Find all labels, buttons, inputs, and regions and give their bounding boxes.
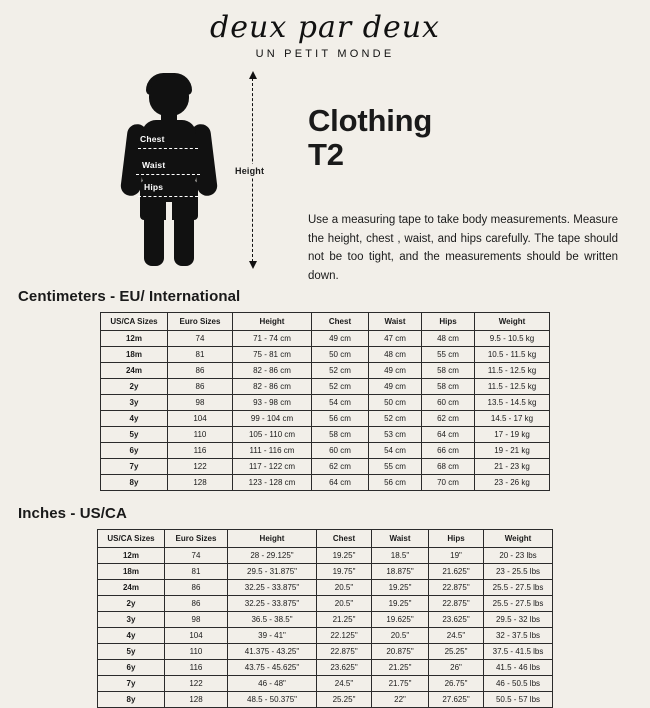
cell-height: 99 - 104 cm bbox=[233, 410, 312, 426]
cell-height: 111 - 116 cm bbox=[233, 442, 312, 458]
column-header: Height bbox=[233, 312, 312, 330]
cell-chest: 21.25" bbox=[317, 611, 372, 627]
cell-euro: 122 bbox=[165, 675, 228, 691]
table-row bbox=[101, 346, 550, 362]
cell-height: 71 - 74 cm bbox=[233, 330, 312, 346]
cell-euro: 81 bbox=[168, 346, 233, 362]
cell-height: 82 - 86 cm bbox=[233, 378, 312, 394]
cell-waist: 19.25" bbox=[372, 579, 429, 595]
hero-section bbox=[0, 66, 650, 282]
cell-weight: 29.5 - 32 lbs bbox=[484, 611, 553, 627]
cell-chest: 52 cm bbox=[312, 362, 369, 378]
cell-euro: 128 bbox=[168, 474, 233, 490]
cell-size: 24m bbox=[101, 362, 168, 378]
column-header: US/CA Sizes bbox=[98, 529, 165, 547]
cell-weight: 46 - 50.5 lbs bbox=[484, 675, 553, 691]
column-header: Euro Sizes bbox=[165, 529, 228, 547]
cell-euro: 110 bbox=[168, 426, 233, 442]
cell-euro: 98 bbox=[168, 394, 233, 410]
cell-weight: 23 - 26 kg bbox=[475, 474, 550, 490]
cell-height: 29.5 - 31.875" bbox=[228, 563, 317, 579]
section-heading-centimeters: Centimeters - EU/ International bbox=[18, 287, 241, 305]
table-row bbox=[98, 627, 553, 643]
cell-height: 93 - 98 cm bbox=[233, 394, 312, 410]
cell-euro: 86 bbox=[168, 378, 233, 394]
cell-waist: 49 cm bbox=[369, 362, 422, 378]
cell-hips: 27.625" bbox=[429, 691, 484, 707]
column-header: Euro Sizes bbox=[168, 312, 233, 330]
cell-waist: 47 cm bbox=[369, 330, 422, 346]
child-silhouette-icon bbox=[104, 76, 234, 266]
table-row bbox=[101, 410, 550, 426]
cell-hips: 70 cm bbox=[422, 474, 475, 490]
cell-size: 12m bbox=[101, 330, 168, 346]
cell-weight: 11.5 - 12.5 kg bbox=[475, 378, 550, 394]
cell-height: 36.5 - 38.5" bbox=[228, 611, 317, 627]
silhouette-shorts-gap bbox=[166, 202, 172, 222]
cell-weight: 32 - 37.5 lbs bbox=[484, 627, 553, 643]
cell-euro: 128 bbox=[165, 691, 228, 707]
cell-weight: 25.5 - 27.5 lbs bbox=[484, 579, 553, 595]
column-header: Height bbox=[228, 529, 317, 547]
cell-size: 8y bbox=[101, 474, 168, 490]
cell-weight: 25.5 - 27.5 lbs bbox=[484, 595, 553, 611]
cell-chest: 20.5" bbox=[317, 579, 372, 595]
cell-size: 6y bbox=[98, 659, 165, 675]
cell-euro: 116 bbox=[165, 659, 228, 675]
cell-size: 6y bbox=[101, 442, 168, 458]
cell-height: 123 - 128 cm bbox=[233, 474, 312, 490]
cell-waist: 56 cm bbox=[369, 474, 422, 490]
cell-size: 7y bbox=[98, 675, 165, 691]
column-header: Waist bbox=[372, 529, 429, 547]
page-title bbox=[308, 104, 628, 173]
cell-size: 18m bbox=[98, 563, 165, 579]
cell-euro: 81 bbox=[165, 563, 228, 579]
column-header: Weight bbox=[475, 312, 550, 330]
cell-height: 43.75 - 45.625" bbox=[228, 659, 317, 675]
silhouette-leg-left bbox=[144, 216, 164, 266]
cell-weight: 9.5 - 10.5 kg bbox=[475, 330, 550, 346]
cell-waist: 19.25" bbox=[372, 595, 429, 611]
height-label: Height bbox=[235, 165, 265, 176]
cell-chest: 25.25" bbox=[317, 691, 372, 707]
cell-waist: 18.5" bbox=[372, 547, 429, 563]
cell-waist: 48 cm bbox=[369, 346, 422, 362]
table-row bbox=[98, 643, 553, 659]
cell-chest: 19.25" bbox=[317, 547, 372, 563]
cell-size: 2y bbox=[98, 595, 165, 611]
cell-size: 2y bbox=[101, 378, 168, 394]
intro-paragraph: Use a measuring tape to take body measurements. Measure the height, chest , waist, and hips carefully. The tape should not be too tight, and the measurements should be written down. bbox=[308, 213, 618, 282]
column-header: Chest bbox=[317, 529, 372, 547]
cell-size: 8y bbox=[98, 691, 165, 707]
table-row bbox=[101, 378, 550, 394]
table-header-row bbox=[98, 529, 553, 547]
cell-weight: 37.5 - 41.5 lbs bbox=[484, 643, 553, 659]
cell-euro: 86 bbox=[165, 579, 228, 595]
hips-measure-line bbox=[138, 196, 198, 197]
cell-hips: 55 cm bbox=[422, 346, 475, 362]
cell-height: 82 - 86 cm bbox=[233, 362, 312, 378]
cell-size: 12m bbox=[98, 547, 165, 563]
brand-name: deux par deux bbox=[210, 10, 440, 45]
brand-tagline: UN PETIT MONDE bbox=[255, 47, 395, 60]
cell-chest: 56 cm bbox=[312, 410, 369, 426]
cell-chest: 60 cm bbox=[312, 442, 369, 458]
cell-chest: 22.875" bbox=[317, 643, 372, 659]
cell-chest: 58 cm bbox=[312, 426, 369, 442]
cell-chest: 54 cm bbox=[312, 394, 369, 410]
table-row bbox=[98, 659, 553, 675]
cell-hips: 25.25" bbox=[429, 643, 484, 659]
cell-height: 105 - 110 cm bbox=[233, 426, 312, 442]
cell-euro: 116 bbox=[168, 442, 233, 458]
table-row bbox=[98, 563, 553, 579]
cell-euro: 74 bbox=[165, 547, 228, 563]
cell-chest: 19.75" bbox=[317, 563, 372, 579]
cell-euro: 86 bbox=[168, 362, 233, 378]
cell-euro: 104 bbox=[165, 627, 228, 643]
table-header-row bbox=[101, 312, 550, 330]
cell-weight: 23 - 25.5 lbs bbox=[484, 563, 553, 579]
cell-height: 117 - 122 cm bbox=[233, 458, 312, 474]
cell-hips: 60 cm bbox=[422, 394, 475, 410]
size-table-centimeters bbox=[100, 312, 550, 491]
cell-size: 5y bbox=[101, 426, 168, 442]
cell-size: 3y bbox=[98, 611, 165, 627]
cell-hips: 24.5" bbox=[429, 627, 484, 643]
cell-weight: 50.5 - 57 lbs bbox=[484, 691, 553, 707]
cell-hips: 68 cm bbox=[422, 458, 475, 474]
cell-hips: 58 cm bbox=[422, 378, 475, 394]
cell-chest: 20.5" bbox=[317, 595, 372, 611]
cell-weight: 20 - 23 lbs bbox=[484, 547, 553, 563]
table-row bbox=[98, 547, 553, 563]
cell-hips: 26.75" bbox=[429, 675, 484, 691]
cell-euro: 98 bbox=[165, 611, 228, 627]
section-inches bbox=[0, 505, 650, 708]
brand-header bbox=[0, 0, 650, 60]
cell-chest: 49 cm bbox=[312, 330, 369, 346]
cell-hips: 66 cm bbox=[422, 442, 475, 458]
cell-size: 4y bbox=[98, 627, 165, 643]
column-header: Chest bbox=[312, 312, 369, 330]
cell-chest: 52 cm bbox=[312, 378, 369, 394]
cell-height: 75 - 81 cm bbox=[233, 346, 312, 362]
cell-waist: 52 cm bbox=[369, 410, 422, 426]
cell-weight: 11.5 - 12.5 kg bbox=[475, 362, 550, 378]
cell-chest: 23.625" bbox=[317, 659, 372, 675]
cell-size: 4y bbox=[101, 410, 168, 426]
cell-waist: 19.625" bbox=[372, 611, 429, 627]
cell-size: 18m bbox=[101, 346, 168, 362]
cell-chest: 24.5" bbox=[317, 675, 372, 691]
cell-waist: 50 cm bbox=[369, 394, 422, 410]
measurement-illustration bbox=[0, 66, 300, 274]
cell-waist: 18.875" bbox=[372, 563, 429, 579]
table-row bbox=[101, 458, 550, 474]
table-row bbox=[98, 675, 553, 691]
cell-size: 3y bbox=[101, 394, 168, 410]
table-row bbox=[101, 330, 550, 346]
column-header: Waist bbox=[369, 312, 422, 330]
cell-height: 39 - 41" bbox=[228, 627, 317, 643]
waist-label: Waist bbox=[142, 159, 166, 170]
cell-chest: 50 cm bbox=[312, 346, 369, 362]
cell-size: 7y bbox=[101, 458, 168, 474]
cell-hips: 22.875" bbox=[429, 579, 484, 595]
section-centimeters bbox=[0, 288, 650, 491]
cell-height: 48.5 - 50.375" bbox=[228, 691, 317, 707]
cell-euro: 104 bbox=[168, 410, 233, 426]
hips-label: Hips bbox=[144, 181, 164, 192]
cell-chest: 64 cm bbox=[312, 474, 369, 490]
cell-euro: 110 bbox=[165, 643, 228, 659]
cell-weight: 14.5 - 17 kg bbox=[475, 410, 550, 426]
silhouette-leg-right bbox=[174, 216, 194, 266]
table-row bbox=[101, 474, 550, 490]
cell-height: 32.25 - 33.875" bbox=[228, 595, 317, 611]
cell-waist: 21.25" bbox=[372, 659, 429, 675]
cell-height: 41.375 - 43.25" bbox=[228, 643, 317, 659]
cell-hips: 21.625" bbox=[429, 563, 484, 579]
cell-weight: 41.5 - 46 lbs bbox=[484, 659, 553, 675]
cell-hips: 62 cm bbox=[422, 410, 475, 426]
table-row bbox=[101, 362, 550, 378]
chest-measure-line bbox=[138, 148, 198, 149]
size-table-inches bbox=[97, 529, 553, 708]
table-row bbox=[101, 442, 550, 458]
cell-hips: 23.625" bbox=[429, 611, 484, 627]
cell-height: 46 - 48" bbox=[228, 675, 317, 691]
cell-waist: 54 cm bbox=[369, 442, 422, 458]
cell-hips: 48 cm bbox=[422, 330, 475, 346]
cell-waist: 53 cm bbox=[369, 426, 422, 442]
column-header: Hips bbox=[429, 529, 484, 547]
cell-weight: 21 - 23 kg bbox=[475, 458, 550, 474]
cell-hips: 64 cm bbox=[422, 426, 475, 442]
cell-euro: 86 bbox=[165, 595, 228, 611]
hero-text bbox=[300, 66, 650, 282]
cell-waist: 22" bbox=[372, 691, 429, 707]
waist-measure-line bbox=[136, 174, 200, 175]
chest-label: Chest bbox=[140, 133, 165, 144]
column-header: Hips bbox=[422, 312, 475, 330]
cell-weight: 10.5 - 11.5 kg bbox=[475, 346, 550, 362]
page-title-line1: Clothing bbox=[308, 102, 433, 138]
table-row bbox=[101, 394, 550, 410]
silhouette-head bbox=[149, 76, 189, 116]
table-row bbox=[98, 595, 553, 611]
cell-euro: 122 bbox=[168, 458, 233, 474]
cell-chest: 22.125" bbox=[317, 627, 372, 643]
cell-height: 32.25 - 33.875" bbox=[228, 579, 317, 595]
cell-waist: 55 cm bbox=[369, 458, 422, 474]
section-heading-inches: Inches - US/CA bbox=[18, 504, 127, 522]
cell-chest: 62 cm bbox=[312, 458, 369, 474]
cell-size: 24m bbox=[98, 579, 165, 595]
cell-hips: 22.875" bbox=[429, 595, 484, 611]
cell-hips: 26" bbox=[429, 659, 484, 675]
cell-waist: 20.5" bbox=[372, 627, 429, 643]
cell-euro: 74 bbox=[168, 330, 233, 346]
column-header: US/CA Sizes bbox=[101, 312, 168, 330]
page-title-line2: T2 bbox=[308, 137, 344, 173]
column-header: Weight bbox=[484, 529, 553, 547]
cell-height: 28 - 29.125" bbox=[228, 547, 317, 563]
cell-waist: 21.75" bbox=[372, 675, 429, 691]
table-row bbox=[98, 611, 553, 627]
table-row bbox=[98, 579, 553, 595]
table-row bbox=[101, 426, 550, 442]
table-row bbox=[98, 691, 553, 707]
cell-waist: 20.875" bbox=[372, 643, 429, 659]
cell-weight: 19 - 21 kg bbox=[475, 442, 550, 458]
cell-weight: 13.5 - 14.5 kg bbox=[475, 394, 550, 410]
cell-waist: 49 cm bbox=[369, 378, 422, 394]
cell-size: 5y bbox=[98, 643, 165, 659]
cell-hips: 58 cm bbox=[422, 362, 475, 378]
cell-weight: 17 - 19 kg bbox=[475, 426, 550, 442]
cell-hips: 19" bbox=[429, 547, 484, 563]
